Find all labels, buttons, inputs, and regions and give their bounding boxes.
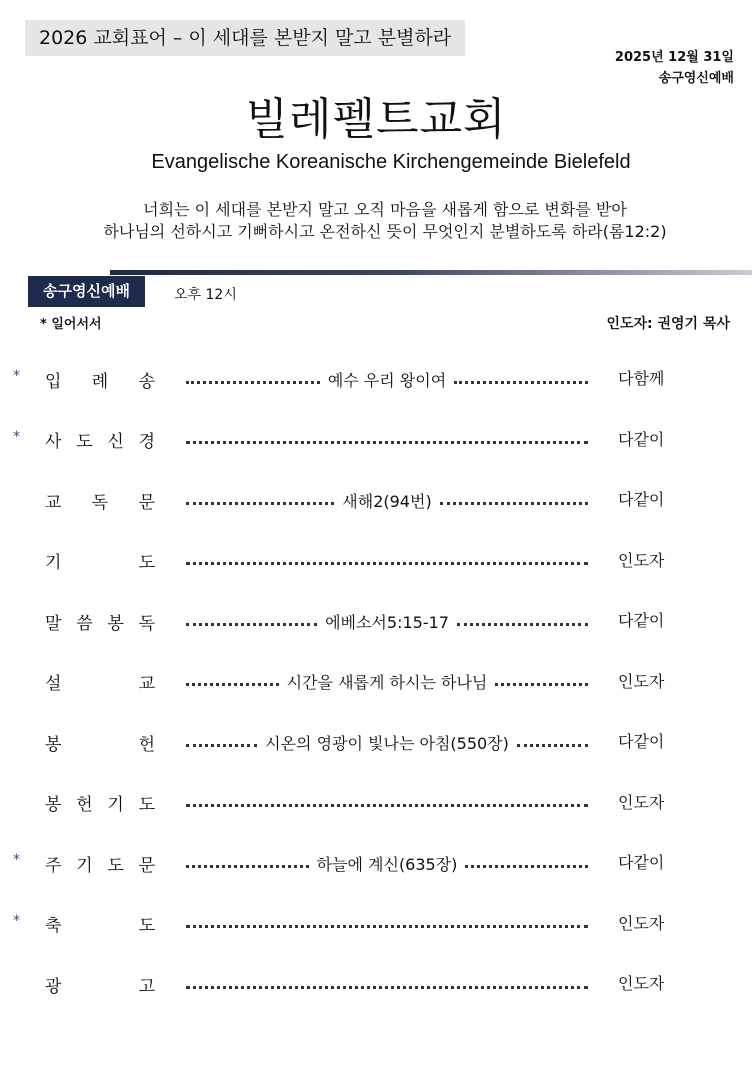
worship-item-row [0, 848, 752, 878]
worship-item-response: 다같이 [618, 490, 665, 509]
worship-item-label [45, 909, 155, 939]
worship-item-row [0, 667, 752, 697]
dotted-leader [440, 502, 588, 505]
worship-item-label [45, 788, 155, 818]
worship-item-row [0, 546, 752, 576]
worship-item-label [45, 667, 155, 697]
dotted-leader [186, 744, 257, 747]
dotted-leader [186, 925, 588, 928]
dotted-leader [465, 865, 588, 868]
worship-item-row [0, 788, 752, 818]
worship-item-label-char: 독 [91, 492, 109, 513]
worship-item-response: 다함께 [618, 369, 665, 388]
dotted-leader [186, 441, 588, 444]
worship-item-response: 다같이 [618, 853, 665, 872]
worship-item-content [186, 546, 588, 576]
standing-marker: * [13, 428, 20, 445]
dotted-leader [457, 623, 588, 626]
worship-item-label [45, 485, 155, 515]
worship-item-row [0, 909, 752, 939]
verse-line-1: 너희는 이 세대를 본받지 말고 오직 마음을 새롭게 함으로 변화를 받아 [143, 200, 627, 219]
worship-item-content [186, 788, 588, 818]
worship-item-label-char: 교 [138, 674, 155, 694]
worship-item-text: 시온의 영광이 빛나는 아침(550장) [265, 733, 509, 753]
dotted-leader [186, 986, 588, 989]
worship-item-label-char: 도 [138, 795, 155, 815]
church-subtitle: Evangelische Koreanische Kirchengemeinde Bielefeld [151, 151, 631, 173]
dotted-leader [186, 562, 588, 565]
worship-item-label-char: 헌 [138, 734, 155, 755]
worship-item-response: 다같이 [618, 611, 665, 630]
worship-item-text: 하늘에 계신(635장) [316, 854, 458, 874]
verse-line-2: 하나님의 선하시고 기뻐하시고 온전하신 뜻이 무엇인지 분별하도록 하라(롬12:2) [103, 222, 667, 241]
worship-item-row [0, 485, 752, 515]
worship-item-response: 다같이 [618, 429, 665, 449]
worship-item-content [186, 727, 588, 757]
worship-item-label-char: 문 [138, 855, 155, 876]
dotted-leader [517, 744, 588, 747]
worship-item-text: 시간을 새롭게 하시는 하나님 [286, 673, 488, 692]
dotted-leader [186, 804, 588, 807]
worship-item-label-char: 문 [138, 492, 155, 513]
worship-item-label-char: 도 [107, 855, 124, 876]
worship-item-label [45, 546, 155, 576]
worship-item-label-char: 말 [45, 613, 62, 634]
worship-item-label-char: 기 [107, 795, 124, 815]
worship-item-label-char: 도 [138, 916, 155, 936]
worship-item-label-char: 신 [107, 432, 124, 452]
worship-item-text: 에베소서5:15-17 [325, 612, 449, 632]
worship-item-label [45, 606, 155, 636]
worship-item-label [45, 727, 155, 757]
worship-item-response: 인도자 [618, 974, 665, 993]
worship-item-label-char: 도 [138, 553, 155, 573]
worship-item-label-char: 기 [76, 855, 93, 876]
dotted-leader [186, 381, 320, 384]
dotted-leader [186, 865, 309, 868]
worship-item-label [45, 969, 155, 999]
worship-item-label-char: 봉 [45, 734, 62, 755]
service-name-top: 송구영신예배 [658, 71, 734, 86]
worship-item-row [0, 606, 752, 636]
worship-item-response: 인도자 [618, 671, 665, 691]
worship-item-label-char: 입 [45, 371, 62, 392]
leader-info: 인도자: 권영기 목사 [606, 316, 730, 332]
dotted-leader [186, 683, 279, 686]
worship-item-label-char: 도 [76, 432, 93, 452]
worship-item-row [0, 727, 752, 757]
worship-item-label-char: 광 [45, 976, 62, 997]
worship-item-response: 인도자 [618, 913, 665, 933]
service-badge: 송구영신예배 [28, 276, 145, 307]
worship-item-label-char: 봉 [107, 613, 124, 634]
worship-item-label-char: 독 [138, 613, 155, 634]
worship-item-content [186, 848, 588, 878]
worship-item-label-char: 씀 [76, 613, 93, 634]
dotted-leader [495, 683, 588, 686]
worship-item-text: 새해2(94번) [342, 491, 432, 511]
standing-note: * 일어서서 [40, 317, 102, 332]
worship-item-response: 다같이 [618, 732, 665, 751]
worship-item-content [186, 909, 588, 939]
worship-item-content [186, 425, 588, 455]
worship-item-label [45, 848, 155, 878]
worship-item-content [186, 667, 588, 697]
church-title: 빌레펠트교회 [245, 94, 507, 145]
worship-item-label [45, 425, 155, 455]
worship-item-text: 예수 우리 왕이여 [327, 370, 447, 390]
dotted-leader [454, 381, 588, 384]
worship-item-label-char: 사 [45, 432, 62, 452]
worship-item-response: 인도자 [618, 550, 665, 570]
worship-item-label-char: 헌 [76, 795, 93, 815]
worship-item-row [0, 425, 752, 455]
worship-item-label-char: 축 [45, 916, 62, 936]
worship-item-label-char: 교 [45, 492, 62, 513]
worship-item-label-char: 송 [138, 371, 155, 392]
service-date: 2025년 12월 31일 [614, 50, 734, 65]
worship-item-content [186, 606, 588, 636]
dotted-leader [186, 623, 317, 626]
worship-item-label-char: 설 [45, 674, 62, 694]
worship-item-row [0, 364, 752, 394]
service-time: 오후 12시 [174, 287, 237, 303]
standing-marker: * [13, 912, 20, 929]
church-motto: 2026 교회표어 – 이 세대를 본받지 말고 분별하라 [25, 20, 465, 56]
worship-item-label-char: 주 [45, 855, 62, 876]
worship-item-label [45, 364, 155, 394]
worship-item-label-char: 경 [138, 432, 155, 452]
worship-item-response: 인도자 [618, 792, 665, 812]
standing-marker: * [13, 368, 20, 384]
worship-item-label-char: 례 [91, 371, 109, 392]
section-divider-bar [110, 270, 752, 275]
worship-item-content [186, 969, 588, 999]
worship-item-content [186, 485, 588, 515]
worship-item-content [186, 364, 588, 394]
standing-marker: * [13, 852, 20, 868]
worship-item-label-char: 봉 [45, 795, 62, 815]
worship-item-row [0, 969, 752, 999]
worship-item-label-char: 기 [45, 553, 62, 573]
worship-item-label-char: 고 [138, 976, 155, 997]
dotted-leader [186, 502, 334, 505]
